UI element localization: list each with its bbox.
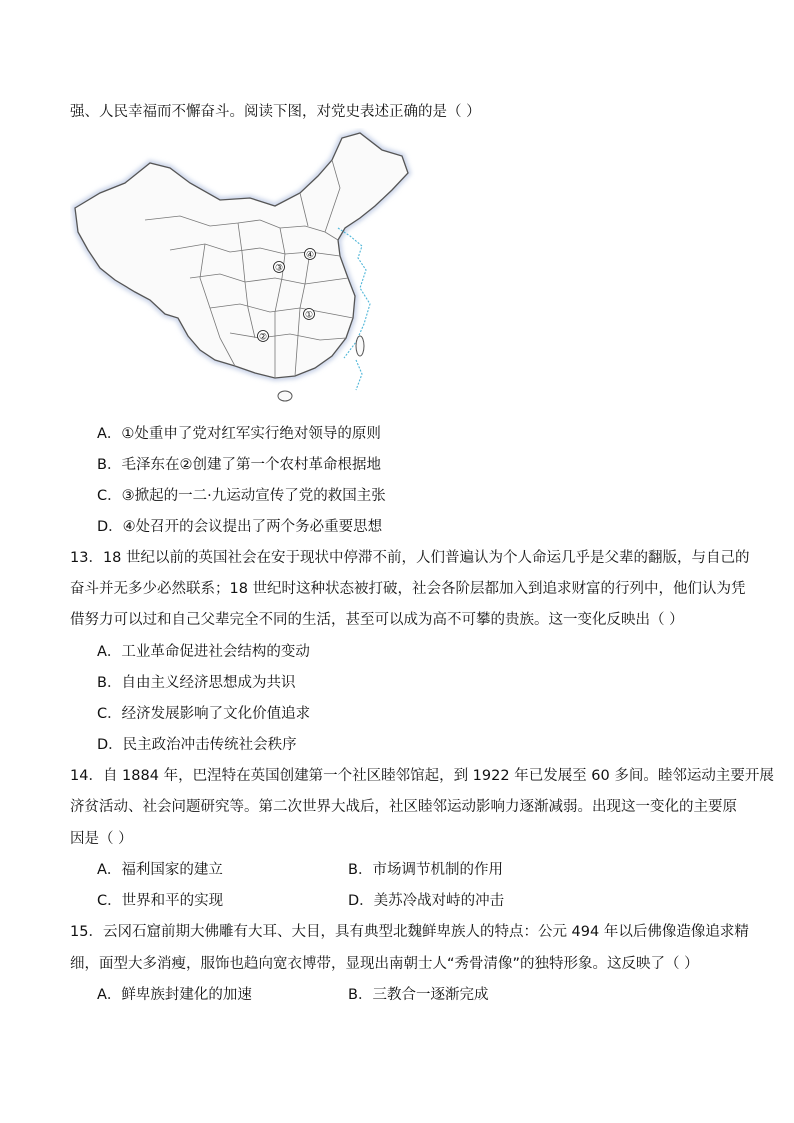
q14-option-b: B．市场调节机制的作用	[348, 862, 503, 878]
q12-option-a: A．①处重申了党对红军实行绝对领导的原则	[97, 426, 381, 442]
marker-2: ②	[258, 332, 268, 343]
q14-option-c: C．世界和平的实现	[97, 893, 224, 909]
q14-option-a: A．福利国家的建立	[97, 862, 223, 878]
q13-stem-line-3: 借努力可以过和自己父辈完全不同的生活，甚至可以成为高不可攀的贵族。这一变化反映出（ ）	[70, 612, 684, 628]
q12-option-b: B．毛泽东在②创建了第一个农村革命根据地	[97, 457, 381, 473]
q14-stem-line-2: 济贫活动、社会问题研究等。第二次世界大战后，社区睦邻运动影响力逐渐减弱。出现这一变化的主要原	[70, 799, 737, 815]
q12-stem-tail: 强、人民幸福而不懈奋斗。阅读下图，对党史表述正确的是（ ）	[70, 104, 481, 120]
marker-4: ④	[305, 250, 315, 261]
q13-option-d: D．民主政治冲击传统社会秩序	[97, 737, 297, 753]
q12-option-d: D．④处召开的会议提出了两个务必重要思想	[97, 519, 383, 535]
q15-option-a: A．鲜卑族封建化的加速	[97, 987, 252, 1003]
china-map	[70, 128, 415, 410]
q14-stem-line-3: 因是（ ）	[70, 831, 133, 847]
marker-3: ③	[274, 263, 284, 274]
q12-option-c: C．③掀起的一二·九运动宣传了党的救国主张	[97, 488, 386, 504]
q13-option-a: A．工业革命促进社会结构的变动	[97, 644, 310, 660]
q13-option-c: C．经济发展影响了文化价值追求	[97, 706, 311, 722]
q15-stem-line-2: 细，面型大多消瘦，服饰也趋向宽衣博带，显现出南朝士人“秀骨清像”的独特形象。这反映了（ ）	[70, 956, 699, 972]
marker-1: ①	[304, 310, 314, 321]
q13-stem-line-2: 奋斗并无多少必然联系；18 世纪时这种状态被打破，社会各阶层都加入到追求财富的行列中，他们认为凭	[70, 581, 746, 597]
q13-stem-line-1: 13．18 世纪以前的英国社会在安于现状中停滞不前，人们普遍认为个人命运几乎是父辈的翻版，与自己的	[70, 550, 750, 566]
q14-option-d: D．美苏冷战对峙的冲击	[348, 893, 505, 909]
q13-option-b: B．自由主义经济思想成为共识	[97, 675, 296, 691]
q15-option-b: B．三教合一逐渐完成	[348, 987, 489, 1003]
q14-stem-line-1: 14．自 1884 年，巴涅特在英国创建第一个社区睦邻馆起，到 1922 年已发展至 60 多间。睦邻运动主要开展	[70, 768, 774, 784]
q15-stem-line-1: 15．云冈石窟前期大佛雕有大耳、大目，具有典型北魏鲜卑族人的特点：公元 494 年以后佛像造像追求精	[70, 924, 749, 940]
